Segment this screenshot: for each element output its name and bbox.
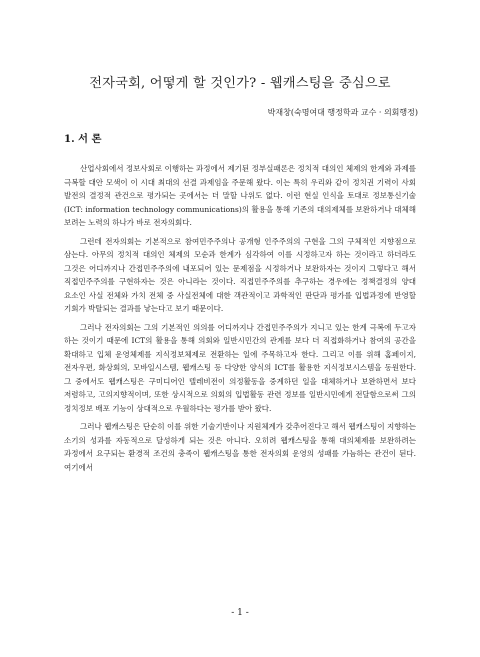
body-text	[64, 162, 416, 479]
paragraph-2: 그런데 전자의회는 기본적으로 참여민주주의나 공개형 인주주의의 구현을 그의 구체적인 지향점으로 삼는다. 아무의 정치적 대의인 체제의 모순과 한계가 심각하여 이를 시정하고자 하는 것이라고 하더라도 그것은 어디까지나 간접민주주의에 내포되어 있는 문제점을 시정하거나 보완하자는 것이지 그렇다고 해서 직접민주주의를 구현하자는 것은 아니라는 것이다. 직접민주주의를 추구하는 경우에는 정책결정의 양대 요소인 사실 전체와 가치 전체 중 사실전체에 대한 객관적이고 과학적인 판단과 평가를 입법과정에 반영할 기회가 박탈되는 결과를 낳는다고 보기 때문이다.	[64, 236, 416, 313]
paragraph-3: 그러나 전자의회는 그의 기본적인 의의를 어디까지나 간접민주주의가 지니고 있는 한계 극복에 두고자 하는 것이기 때문에 ICT의 활용을 통해 의회와 일반시민간의 관계를 보다 더 직접화하거나 참여의 공간을 확대하고 입체 운영체제를 지식정보체제로 전환하는 일에 주목하고자 한다. 그리고 이를 위해 홈페이지, 전자우편, 화상회의, 모바일시스템, 웹캐스팅 등 다양한 양식의 ICT를 활용한 지식정보시스템을 동원한다. 그 중에서도 웹캐스팅은 구미디어인 텔레비전이 의정활동을 중계하던 일을 대체하거나 보완하면서 보다 저렴하고, 고의지향적이며, 또한 상시적으로 의회의 입법활동 관련 정보를 일반시민에게 전달함으로써 그의 정치정보 배포 기능이 상대적으로 우월하다는 평가를 받아 왔다.	[64, 322, 416, 413]
document-title: 전자국회, 어떻게 할 것인가? - 웹캐스팅을 중심으로	[89, 76, 391, 91]
paragraph-1: 산업사회에서 정보사회로 이행하는 과정에서 제기된 정부실패론은 정치적 대의인 체제의 한계와 과제를 극복할 대안 모색이 이 시대 최대의 선결 과제임을 주문해 왔다. 이는 특히 우리와 같이 정치권 기력이 사회 발전의 결정적 관건으로 평가되는 곳에서는 더 말할 나위도 없다. 이런 현실 인식을 토대로 정보통신기술(ICT: information technology communications)의 활용을 통해 기존의 대의제체를 보완하거나 대체해 보려는 노력의 하나가 바로 전자의회다.	[64, 164, 416, 227]
paragraph-4: 그러나 웹캐스팅은 단순히 이를 위한 기술기반이나 지원체계가 갖추어진다고 해서 웹캐스팅이 지향하는 소기의 성과를 자동적으로 달성하게 되는 것은 아니다. 오히려 웹캐스팅을 통해 대의체제를 보완하려는 과정에서 요구되는 환경적 조건의 충족이 웹캐스팅을 통한 전자의회 운영의 성패를 가늠하는 관건이 된다. 여기에서	[64, 422, 416, 472]
author-line: 박재창(숙명여대 행정학과 교수 · 의회행정)	[267, 108, 418, 117]
section-heading: 1. 서 론	[64, 133, 102, 145]
page-number: - 1 -	[231, 608, 249, 618]
